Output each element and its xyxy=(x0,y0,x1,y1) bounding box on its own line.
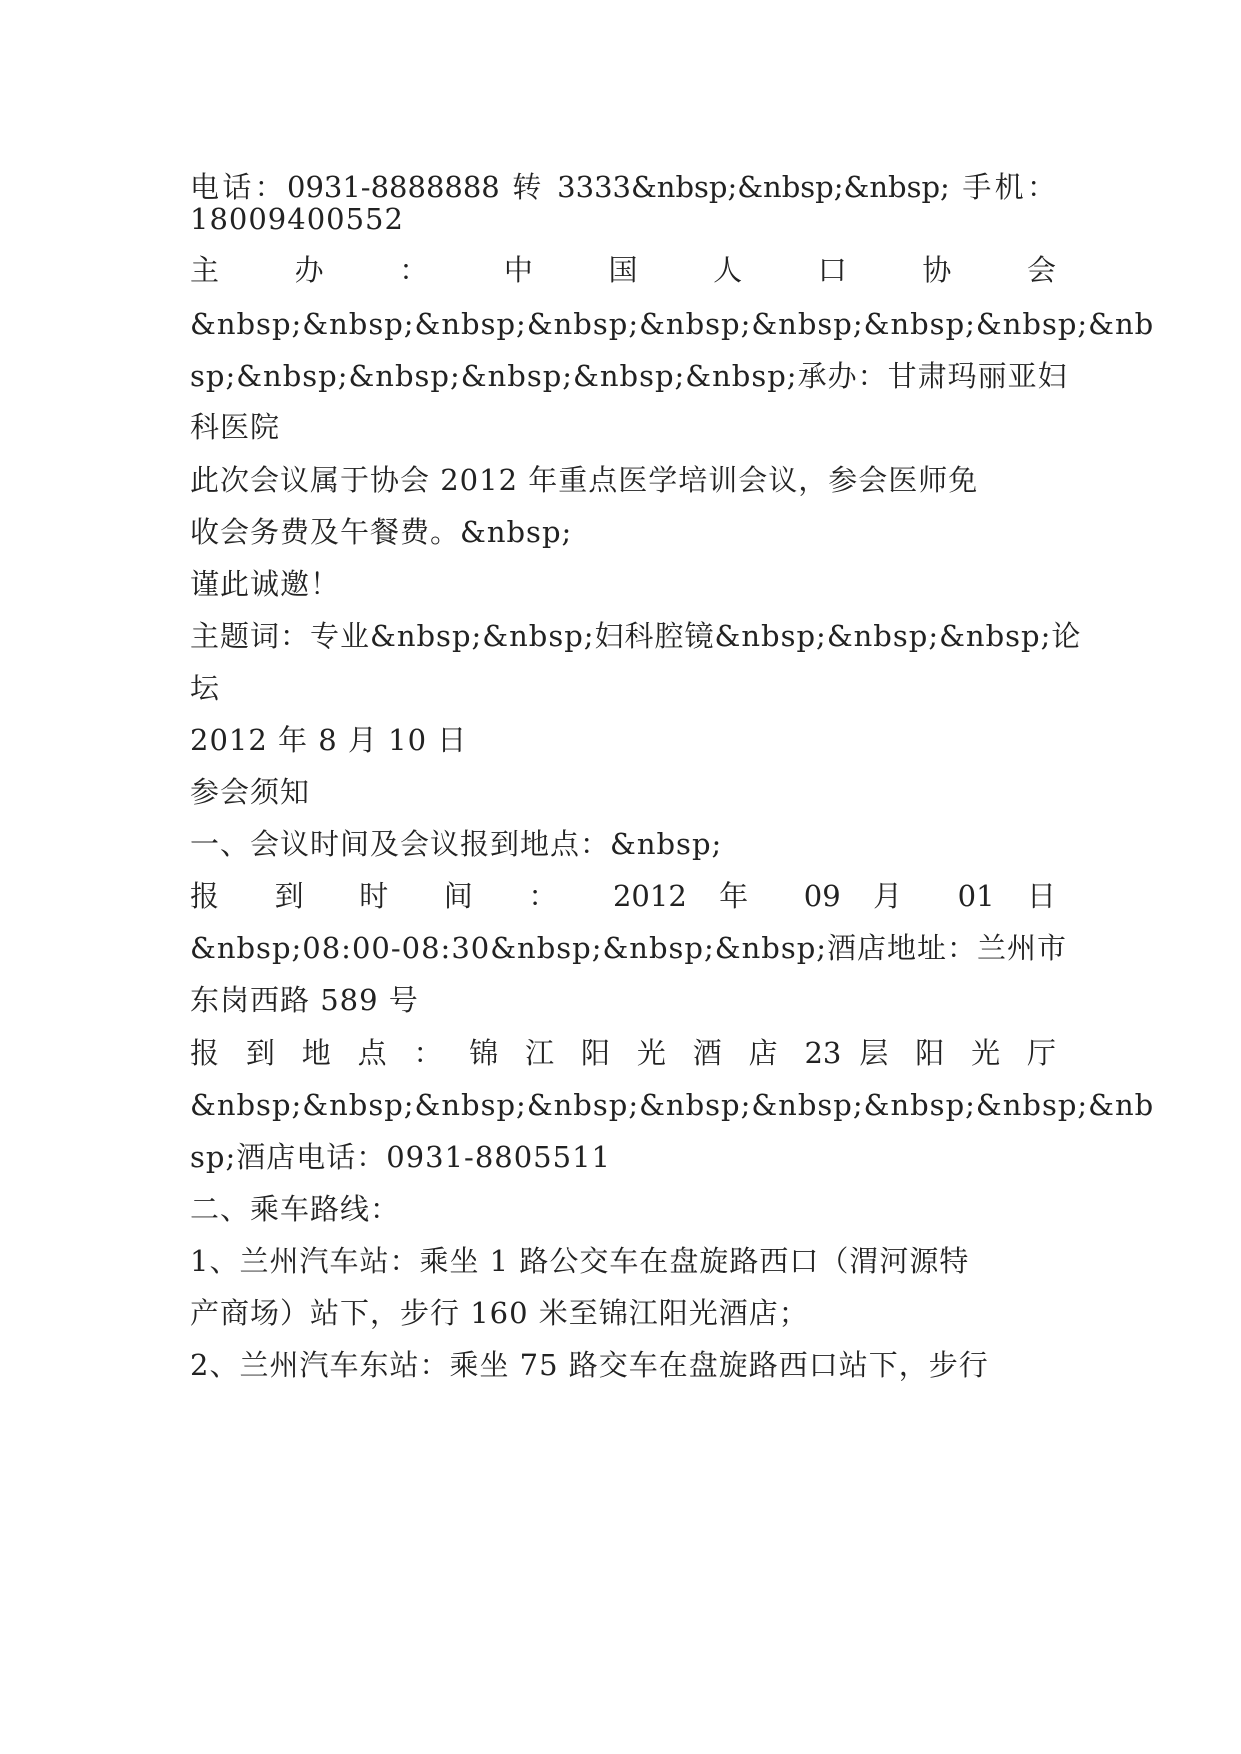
text-line: 18009400552 xyxy=(190,202,404,236)
text-line: 电话：0931-8888888 转 3333&nbsp;&nbsp;&nbsp; 手机： xyxy=(190,170,1056,204)
text-line: sp;酒店电话：0931-8805511 xyxy=(190,1140,611,1174)
text-line: 东岗西路 589 号 xyxy=(190,983,419,1017)
text-line: 产商场）站下，步行 160 米至锦江阳光酒店； xyxy=(190,1296,809,1330)
text-line: 二、乘车路线： xyxy=(190,1192,401,1226)
text-line: 此次会议属于协会 2012 年重点医学培训会议，参会医师免 xyxy=(190,463,979,497)
text-line: 报 到 时 间 ： 2012 年 09 月 01 日 xyxy=(190,879,1056,913)
text-line: 2012 年 8 月 10 日 xyxy=(190,723,468,757)
text-line: 参会须知 xyxy=(190,775,311,809)
text-line: 一、会议时间及会议报到地点：&nbsp; xyxy=(190,827,723,861)
text-line: 坛 xyxy=(190,671,221,705)
text-line: &nbsp;&nbsp;&nbsp;&nbsp;&nbsp;&nbsp;&nbsp;&nbsp;&nb xyxy=(190,307,1155,341)
text-line: 主 办 ： 中 国 人 口 协 会 xyxy=(190,253,1056,287)
text-line: 科医院 xyxy=(190,410,281,444)
text-line: 谨此诚邀！ xyxy=(190,567,341,601)
text-line: 收会务费及午餐费。&nbsp; xyxy=(190,515,573,549)
text-line: &nbsp;&nbsp;&nbsp;&nbsp;&nbsp;&nbsp;&nbsp;&nbsp;&nb xyxy=(190,1088,1155,1122)
text-line: sp;&nbsp;&nbsp;&nbsp;&nbsp;&nbsp;承办：甘肃玛丽亚妇 xyxy=(190,359,1068,393)
text-line: 1、兰州汽车站：乘坐 1 路公交车在盘旋路西口（渭河源特 xyxy=(190,1244,970,1278)
text-line: 主题词：专业&nbsp;&nbsp;妇科腔镜&nbsp;&nbsp;&nbsp;论 xyxy=(190,619,1082,653)
text-line: 报 到 地 点 ： 锦 江 阳 光 酒 店 23 层 阳 光 厅 xyxy=(190,1036,1056,1070)
text-line: 2、兰州汽车东站：乘坐 75 路交车在盘旋路西口站下，步行 xyxy=(190,1348,989,1382)
text-line: &nbsp;08:00-08:30&nbsp;&nbsp;&nbsp;酒店地址：兰州市 xyxy=(190,931,1068,965)
